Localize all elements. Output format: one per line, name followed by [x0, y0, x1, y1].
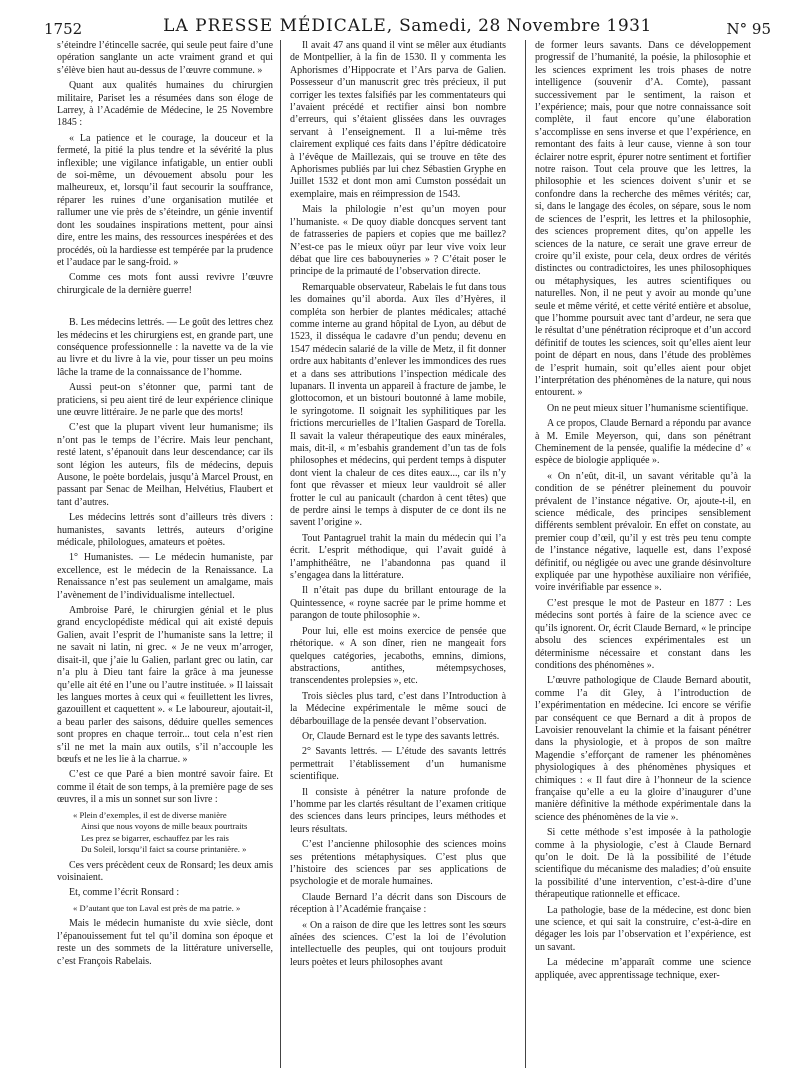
- page-header: [40, 8, 775, 38]
- paragraph: Quant aux qualités humaines du chirurgien militaire, Pariset les a résumées dans son éloge de Larrey, à l’Académie de Médecine, le 25 Novembre 1845 :: [57, 80, 273, 129]
- paragraph: Comme ces mots font aussi revivre l’œuvre chirurgicale de la dernière guerre!: [57, 272, 273, 296]
- paragraph: « On n’eût, dit-il, un savant véritable qu’à la condition de se pénétrer pleinement du pouvoir prévalent de l’instance négative. Or, ajoute-t-il, en science médicale, des principes sensiblement différents semblent prévaloir. En effet on constate, au premier coup d’œil, qu’il y est très peu tenu compte de l’instance négative, laquelle est, dans l’exposé définitif, ou négligée ou avec une grande désinvolture expliquée par une hypothèse auxiliaire non vérifiée, voire invérifiable par essence ».: [535, 470, 751, 594]
- paragraph: Pour lui, elle est moins exercice de pensée que rhétorique. « A son dîner, rien ne mangeait fors quelques catégories, jecaboths, emnins, dimions, abstractions, antithes, métempsychoses, transcendentes prolepsies », etc.: [290, 625, 506, 687]
- verse-line: « D’autant que ton Laval est près de ma patrie. »: [73, 902, 241, 913]
- paragraph: « On a raison de dire que les lettres sont les sœurs aînées des sciences. C’est la loi de l’évolution intellectuelle des peuples, qui ont toujours produit leurs poètes et leurs philosophes avant: [290, 919, 506, 968]
- paragraph: C’est presque le mot de Pasteur en 1877 : Les médecins sont portés à faire de la science avec ce qu’ils ignorent. Or, écrit Claude Bernard, « le principe absolu des sciences expérimentales est un déterminisme nécessaire et constant dans les conditions des phénomènes ».: [535, 597, 751, 671]
- paragraph: Trois siècles plus tard, c’est dans l’Introduction à la Médecine expérimentale le même souci de débarbouillage de la pensée devant l’observation.: [290, 690, 506, 727]
- column-1: [57, 40, 273, 971]
- issue-number: N° 95: [726, 20, 771, 38]
- paragraph: « La patience et le courage, la douceur et la fermeté, la pitié la plus tendre et la sévérité la plus inflexible; une vigilance infatigable, un entier oubli de soi-même, un dévouement absolu pour les malheureux, et, lorsqu’il faut secourir la souffrance, réparer les ruines d’une organisation mutilée et rallumer une vie près de s’éteindre, un génie inventif dont les soudaines inspirations mettent, pour ainsi dire, entre les mains, des ressources inespérées et des procédés, où la hardiesse est tempérée par la prudence et l’audace par le sang-froid. »: [57, 132, 273, 268]
- paragraph: Remarquable observateur, Rabelais le fut dans tous les domaines qu’il aborda. Aux îles d’Hyères, il compléta son herbier de plantes médicales; attaché comme interne au grand hôpital de Lyon, au début de 1523, il disséqua le cadavre d’un pendu; devenu en 1547 médecin salarié de la ville de Metz, il fit donner ordre aux habitants d’enlever les immondices des rues et a dans ses attributions l’inspection médicale des lupanars. Il inventa un appareil à fracture de jambe, le glottocomon, et un bistouri boutonné à lame mobile, le syringotome. Il soignait les syphilitiques par les frictions mercurielles de l’Italien Gaspard de Torella. Il savait la valeur thérapeutique des eaux minérales, mais, dit-il, « m’esbahis grandement d’un tas de fols philosophes et médecins, qui perdent temps à disputer dont vient la chaleur de ces dites eaux..., car ils n’y font que rêvasser et mieux leur vauldroit sé aller frotter le cul au panicault (chardon à cent têtes) que de perdre ainsi le temps à disputer de ce dont ils ne savent l’origine ».: [290, 281, 506, 529]
- paragraph: La médecine m’apparaît comme une science appliquée, avec apprentissage technique, exer-: [535, 957, 751, 981]
- ronsard-quote: [57, 903, 273, 915]
- column-divider-2: [525, 40, 526, 1068]
- sonnet-quote: [57, 810, 273, 856]
- paragraph: Il avait 47 ans quand il vint se mêler aux étudiants de Montpellier, à la fin de 1530. Il y commenta les Aphorismes d’Hippocrate et l’Ars parva de Galien. Possesseur d’un manuscrit grec très précieux, il put corriger les textes falsifiés par les commentateurs qui l’avaient précédé et rectifier ainsi bon nombre d’erreurs, qui s’étaient glissées dans les ouvrages servant à l’enseignement. Il a lui-même très clairement expliqué ces faits dans l’épître dédicatoire à l’évêque de Maillezais, qui se trouve en tête des Aphorismes publiés par lui chez Sébastien Gryphe en Juillet 1532 et dont mon ami Cumston possédait un exemplaire, mais en réimpression de 1543.: [290, 40, 506, 200]
- paragraph: Claude Bernard l’a décrit dans son Discours de réception à l’Académie française :: [290, 891, 506, 916]
- paragraph: A ce propos, Claude Bernard a répondu par avance à M. Emile Meyerson, qui, dans son pénétrant Cheminement de la pensée, qualifie la médecine d’ « espèce de biologie appliquée ».: [535, 418, 751, 467]
- paragraph: Ambroise Paré, le chirurgien génial et le plus grand encyclopédiste médical qui ait existé depuis Galien, avait l’esprit de l’humaniste sans la lettre; il ne savait ni latin, ni grec. « Je ne veux m’arroger, disait-il, que j’aie lu Galien, parlant grec ou latin, car n’a plu à Dieu tant faire la grâce à ma jeunesse qu’elle ait été en l’une ou l’autre instituée. » Il laissait les langues mortes à ceux qui « feuillettent les livres, gazouillent et caquettent ». « Le laboureur, ajoutait-il, a beau parler des saisons, déduire quelles semences sont propres en chaque terroir... tout cela n’est rien s’il ne met la main aux outils, s’il n’accouple les bœufs et ne les lie à la charrue. »: [57, 605, 273, 765]
- paragraph: On ne peut mieux situer l’humanisme scientifique.: [547, 402, 749, 414]
- paragraph: Il n’était pas dupe du brillant entourage de la Quintessence, « royne sacrée par le prime homme et parangon de toute philosophie ».: [290, 585, 506, 622]
- paragraph: Aussi peut-on s’étonner que, parmi tant de praticiens, si peu aient tiré de leur expérience clinique une œuvre littéraire. Je ne parle que des morts!: [57, 382, 273, 418]
- verse-line: « Plein d’exemples, il est de diverse manière: [73, 809, 227, 820]
- paragraph: Il consiste à pénétrer la nature profonde de l’homme par les clartés résultant de l’examen critique des sciences dans leurs principes, leurs méthodes et leurs résultats.: [290, 786, 506, 835]
- paragraph: 1° Humanistes. — Le médecin humaniste, par excellence, est le médecin de la Renaissance. La Renaissance n’est pas seulement un amalgame, mais l’avènement de l’individualisme intellectuel.: [57, 552, 273, 601]
- verse-line: Ainsi que nous voyons de mille beaux pourtraits: [81, 821, 248, 832]
- paragraph: L’œuvre pathologique de Claude Bernard aboutit, comme l’a dit Gley, à l’introduction de l’expérimentation en médecine. Ici encore se vérifie par conséquent ce que Bernard a dit à propos de Lavoisier renouvelant la chimie et la faisant pénétrer dans la physiologie, et à propos de son maître Magendie s’efforçant de ramener les phénomènes physiologiques à des phénomènes physiques et chimiques : « Il faut dire à l’honneur de la science française qu’elle a eu la gloire d’inaugurer d’une manière définitive la méthode expérimentale dans la science des phénomènes de la vie ».: [535, 675, 751, 823]
- paragraph: Mais le médecin humaniste du xvie siècle, dont l’épanouissement fut tel qu’il domina son époque et reste un des sommets de la littérature universelle, c’est François Rabelais.: [57, 918, 273, 967]
- paragraph: Tout Pantagruel trahit la main du médecin qui l’a écrit. L’esprit méthodique, qui l’avait guidé à l’amphithéâtre, ne l’abandonna pas quand il s’engagea dans la littérature.: [290, 532, 506, 582]
- paragraph: C’est que la plupart vivent leur humanisme; ils n’ont pas le temps de l’écrire. Mais leur penchant, resté latent, s’épanouit dans leur descendance; car ils sont légion les auteurs, fils de médecins, depuis Ausone, le poète bordelais, jusqu’à Marcel Proust, en passant par Senac de Meilhan, Helvétius, Flaubert et tant d’autres.: [57, 422, 273, 508]
- section-heading-paragraph: B. Les médecins lettrés. — Le goût des lettres chez les médecins et les chirurgiens est, en grande part, une conséquence professionnelle : la navette va de la vie au livre et du livre à la vie, pour tisser un peu moins lâche la trame de la connaissance de l’homme.: [57, 317, 273, 378]
- issue-date: Samedi, 28 Novembre 1931: [399, 16, 652, 36]
- paragraph: Mais la philologie n’est qu’un moyen pour l’humaniste. « De quoy diable doncques servent tant de fatrasseries de papiers et copies que me baillez? N’est-ce pas le mieux oüyr par leur vive voix leur débat que lire ces babouyneries » ? C’était poser le principe de la primauté de l’observation directe.: [290, 204, 506, 278]
- column-divider-1: [280, 40, 281, 1068]
- paragraph: Les médecins lettrés sont d’ailleurs très divers : humanistes, savants lettrés, auteurs d’origine médicale, philologues, amateurs et poètes.: [57, 512, 273, 549]
- paragraph: de former leurs savants. Dans ce développement progressif de l’humanité, la poésie, la philosophie et les sciences expriment les trois phases de notre intelligence (souvenir d’A. Comte), passant successivement par le sentiment, la raison et l’expérience; mais, pour que notre connaissance soit complète, il faut encore qu’une élaboration s’accomplisse en sens inverse et que l’expérience, en remontant des faits à leur cause, vienne à son tour éclairer notre esprit, épurer notre sentiment et fortifier notre raison. Tout cela prouve que les lettres, la philosophie et les sciences doivent s’unir et se confondre dans la recherche des mêmes vérités; car, si, dans le langage des écoles, on sépare, sous le nom de sciences de l’esprit, les lettres et la philosophie, des sciences proprement dites, qu’on appelle les sciences de la nature, ce serait une grave erreur de croire qu’il existe, pour cela, deux ordres de vérités distinctes ou contradictoires, les unes philosophiques ou métaphysiques, les autres scientifiques ou naturelles. Non, il ne peut y avoir au monde qu’une seule et même vérité, et cette vérité entière et absolue, que l’homme poursuit avec tant d’ardeur, ne sera que le résultat d’une pénétration réciproque et d’un accord définitif de toutes les sciences, soit qu’elles aient leur point de départ en nous, dans l’étude des problèmes de l’esprit humain, soit qu’elles aient pour objet l’interprétation des phénomènes de la nature, qui nous entourent. »: [535, 40, 751, 399]
- paragraph: La pathologie, base de la médecine, est donc bien une science, et qui sait la construire, c’est-à-dire en dégager les lois par l’observation et l’expérience, est un savant.: [535, 904, 751, 953]
- paragraph: C’est l’ancienne philosophie des sciences moins ses prétentions métaphysiques. C’est plus que l’histoire des sciences par ses applications de psychologie et de morale humaines.: [290, 839, 506, 888]
- masthead: [40, 16, 775, 36]
- paragraph: Ces vers précèdent ceux de Ronsard; les deux amis voisinaient.: [57, 859, 273, 883]
- journal-title: LA PRESSE MÉDICALE,: [163, 16, 394, 36]
- paragraph: Or, Claude Bernard est le type des savants lettrés.: [302, 730, 500, 742]
- column-2: [290, 40, 506, 972]
- paragraph: Si cette méthode s’est imposée à la pathologie comme à la physiologie, c’est à Claude Bernard qu’on le doit. De là la possibilité de l’étude scientifique du mécanisme des maladies; d’où ensuite la possibilité d’une intervention, c’est-à-dire d’une thérapeutique rationnelle et efficace.: [535, 827, 751, 901]
- paragraph: Et, comme l’écrit Ronsard :: [69, 887, 180, 899]
- paragraph: 2° Savants lettrés. — L’étude des savants lettrés permettrait l’établissement d’un humanisme scientifique.: [290, 746, 506, 783]
- page-number: 1752: [44, 20, 83, 38]
- verse-line: Du Soleil, lorsqu’il faict sa course printanière. »: [81, 844, 247, 855]
- verse-line: Les prez se bigarrer, eschauffez par les rais: [81, 832, 229, 843]
- paragraph: C’est ce que Paré a bien montré savoir faire. Et comme il était de son temps, à la première page de ses œuvres, il a mis un sonnet sur son livre :: [57, 769, 273, 806]
- paragraph: s’éteindre l’étincelle sacrée, qui seule peut faire d’une opération sanglante un acte vraiment grand et qui s’élève bien haut au-dessus de l’œuvre commune. »: [57, 40, 273, 76]
- column-3: [535, 40, 751, 985]
